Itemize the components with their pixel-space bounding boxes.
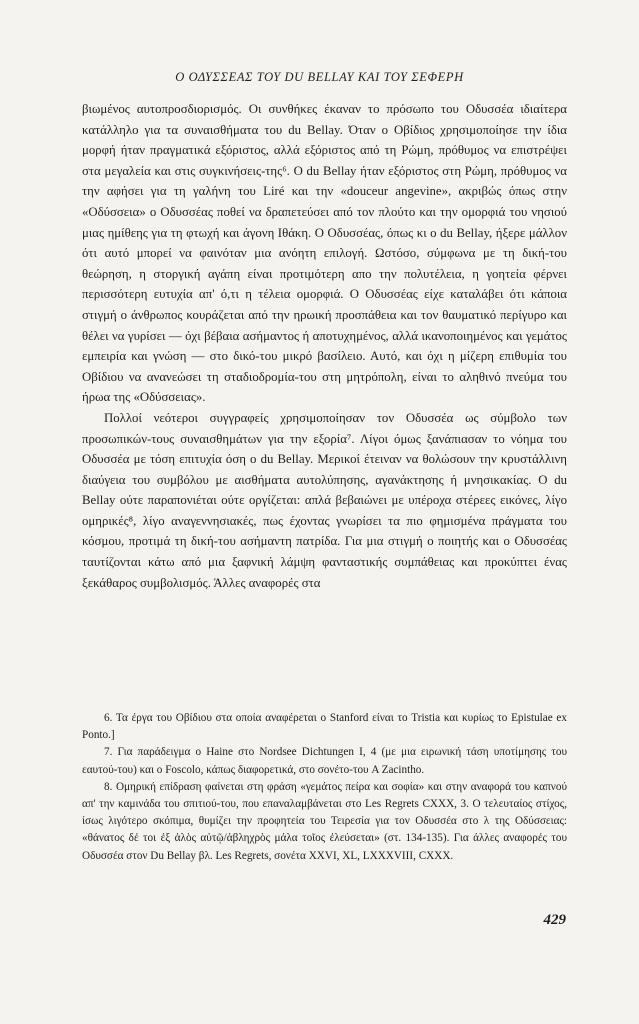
- footnote-7: 7. Για παράδειγμα ο Haine στο Nordsee Dichtungen I, 4 (με μια ειρωνική τάση υποτίμησης του εαυτού-του) και ο Foscolo, κάπως διαφορετικά, στο σονέτο-του A Zacintho.: [82, 746, 567, 776]
- page-number: 429: [543, 912, 566, 928]
- running-head: Ο ΟΔΥΣΣΕΑΣ ΤΟΥ DU BELLAY ΚΑΙ ΤΟΥ ΣΕΦΕΡΗ: [175, 70, 464, 84]
- footnote-6: 6. Τα έργα του Οβίδιου στα οποία αναφέρεται ο Stanford είναι το Tristia και κυρίως το Epistulae ex Ponto.]: [82, 712, 567, 742]
- footnotes: [82, 710, 567, 865]
- body-text: [82, 99, 567, 593]
- paragraph-2: Πολλοί νεότεροι συγγραφείς χρησιμοποίησαν τον Οδυσσέα ως σύμβολο των προσωπικών-τους συναισθημάτων για την εξορία⁷. Λίγοι όμως ξανάπιασαν το νόημα του Οδυσσέα με τόση επιτυχία όση ο du Bellay. Μερικοί έτειναν να θολώσουν την κρυστάλλινη διαύγεια του συμβόλου με αισθήματα αυτολύπησης, αγανάκτησης ή μνησικακίας. Ο du Bellay ούτε παραπονιέται ούτε οργίζεται: απλά βεβαιώνει με υπέροχα στέρεες εικόνες, λίγο ομηρικές⁸, λίγο αναγεννησιακές, πως έχοντας γνωρίσει τα πιο φημισμένα πράγματα του κόσμου, προτιμά τη δική-του ασήμαντη πατρίδα. Για μια στιγμή ο ποιητής και ο Οδυσσέας ταυτίζονται κάτω από μια ξαφνική λάμψη φανταστικής συμπάθειας και προκύπτει ένας ξεκάθαρος συμβολισμός. Άλλες αναφορές στα: [82, 410, 567, 590]
- footnote-8: 8. Ομηρική επίδραση φαίνεται στη φράση «γεμάτος πείρα και σοφία» και στην αναφορά του καπνού απ' την καμινάδα του σπιτιού-του, που επαναλαμβάνεται στο Les Regrets CXXX, 3. Ο τελευταίος στίχος, ίσως λιγότερο σκόπιμα, θυμίζει την προφητεία του Τειρεσία για τον Οδυσσέα στο λ της Οδύσσειας: «θάνατος δέ τοι ἐξ ἁλὸς αὐτῷ/ἀβληχρὸς μάλα τοῖος ἐλεύσεται» (στ. 134-135). Για άλλες αναφορές του Οδυσσέα στον Du Bellay βλ. Les Regrets, σονέτα XXVI, XL, LXXXVIII, CXXX.: [82, 780, 567, 862]
- paragraph-1: βιωμένος αυτοπροσδιορισμός. Οι συνθήκες έκαναν το πρόσωπο του Οδυσσέα ιδιαίτερα κατάλληλο για τα συναισθήματα του du Bellay. Όταν ο Οβίδιος χρησιμοποίησε την ίδια μορφή ήταν πραγματικά εξόριστος, αλλά εξόριστος από τη Ρώμη, πρόθυμος να επιστρέψει στα μεγαλεία και στις συγκινήσεις-της⁶. Ο du Bellay ήταν εξόριστος στη Ρώμη, πρόθυμος να την αφήσει για τη γαλήνη του Liré και την «douceur angevine», ακριβώς όπως στην «Οδύσσεια» ο Οδυσσέας ποθεί να δραπετεύσει από τον πλούτο και την ομορφιά του νησιού μιας ημίθεης για τη φτωχή και άγονη Ιθάκη. Ο Οδυσσέας, όπως κι ο du Bellay, ήξερε μάλλον ότι αυτό μπορεί να φαινόταν μια ανόητη επιλογή. Ωστόσο, σύμφωνα με τη δική-του θεώρηση, η στοργική αγάπη είναι προτιμότερη απο την πολυτέλεια, η γοητεία φέρνει περισσότερη ευτυχία απ' ό,τι η τέλεια ομορφιά. Ο Οδυσσέας είχε καταλάβει ότι κάποια στιγμή ο άνθρωπος κουράζεται από την ηρωική προσπάθεια και τον θαυματικό περίγυρο και θέλει να γυρίσει — όχι βέβαια ασήμαντος ή αποτυχημένος, αλλά ικανοποιημένος και γεμάτος εμπειρία και γνώση — στο δικό-του μικρό βασίλειο. Αυτό, και όχι η μίζερη επιθυμία του Οβίδιου να ανανεώσει τη σταδιοδρομία-του στη μητρόπολη, είναι το αληθινό πνεύμα του ήρωα της «Οδύσσειας».: [82, 102, 567, 405]
